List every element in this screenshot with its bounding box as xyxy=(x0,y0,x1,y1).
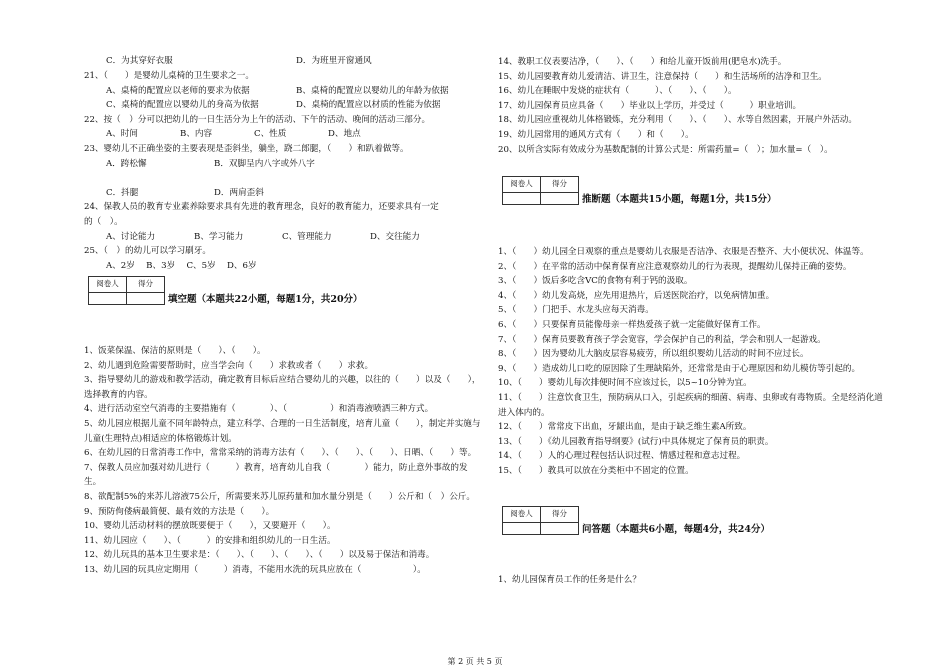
judge-q13: 13、（ ）《幼儿园教育指导纲要》(试行)中具体规定了保育员的职责。 xyxy=(498,436,774,447)
fill-q19: 19、幼儿园常用的通风方式有（ ）和（ ）。 xyxy=(498,129,694,140)
reviewer-cell[interactable] xyxy=(503,522,541,534)
option-d: D．两肩歪斜 xyxy=(214,187,264,198)
option-a: A、桌椅的配置应以老师的要求为依据 xyxy=(106,85,250,96)
fill-q16: 16、幼儿在睡眠中发烧的症状有（ ）、（ ）、（ ）。 xyxy=(498,86,737,97)
option-d: D、桌椅的配置应以材质的性能为依据 xyxy=(296,100,441,111)
score-box xyxy=(88,276,165,305)
option-a: A、讨论能力 xyxy=(106,231,156,242)
fill-q7: 7、保教人员应加强对幼儿进行（ ）教育，培育幼儿自我（ ）能力，防止意外事故的发生。 xyxy=(84,462,468,488)
page-footer: 第 2 页 共 5 页 xyxy=(447,657,503,666)
fill-q14: 14、教职工仪表要洁净，（ ）、（ ）和给儿童开饭前用(肥皂水)洗手。 xyxy=(498,57,787,67)
fill-q13: 13、幼儿园的玩具应定期用（ ）消毒，不能用水洗的玩具应放在（ ）。 xyxy=(84,564,426,575)
judge-q14: 14、（ ）人的心理过程包括认识过程、情感过程和意志过程。 xyxy=(498,451,746,462)
fill-q10: 10、婴幼儿活动材料的摆放既要便于（ ），又要避开（ ）。 xyxy=(84,521,336,532)
judge-q6: 6、（ ）只要保育员能像母亲一样热爱孩子就一定能做好保育工作。 xyxy=(498,319,766,330)
reviewer-label: 阅卷人 xyxy=(503,177,541,193)
judge-questions xyxy=(498,245,884,479)
fill-q1: 1、饭菜保温、保洁的原则是（ ）、（ ）。 xyxy=(84,346,266,356)
option-c: C．为其穿好衣服 xyxy=(106,56,173,66)
reviewer-cell[interactable] xyxy=(89,292,127,304)
option-b: B、学习能力 xyxy=(194,231,244,242)
q21-stem: 21、（ ）是婴幼儿桌椅的卫生要求之一。 xyxy=(84,71,254,81)
fill-questions xyxy=(84,344,482,578)
judge-q7: 7、（ ）保育员要教育孩子学会宽容，学会保护自己的利益，学会和别人一起游戏。 xyxy=(498,334,826,345)
q24-stem-2: 的（ ）。 xyxy=(84,216,123,227)
fill-q11: 11、幼儿园应（ ）、（ ）的安排和组织幼儿的一日生活。 xyxy=(84,535,336,546)
judge-q2: 2、（ ）在平常的活动中保育保育应注意观察幼儿的行为表现，提醒幼儿保持正确的姿势。 xyxy=(498,261,852,272)
judge-q4: 4、（ ）幼儿发高烧，应先用退热片，后送医院治疗，以免病情加重。 xyxy=(498,290,775,301)
option-c: C、管理能力 xyxy=(282,231,332,242)
fill-q17: 17、幼儿园保育员应具备（ ）毕业以上学历，并受过（ ）职业培训。 xyxy=(498,100,802,111)
qa-section-title: 问答题（本题共6小题，每题4分，共24分） xyxy=(582,524,770,535)
judge-q8: 8、（ ）因为婴幼儿大脑皮层容易疲劳，所以组织婴幼儿活动的时间不应过长。 xyxy=(498,349,809,360)
qa-q1: 1、幼儿园保育员工作的任务是什么？ xyxy=(498,575,641,585)
fill-questions-cont xyxy=(498,55,884,157)
fill-q8: 8、欲配制5%的来苏儿溶液75公斤，所需要来苏儿原药量和加水量分别是（ ）公斤和（ ）公斤。 xyxy=(84,491,475,502)
reviewer-cell[interactable] xyxy=(503,192,541,204)
option-d: D、交往能力 xyxy=(370,231,420,242)
q21-options-ab xyxy=(84,84,482,99)
score-label: 得分 xyxy=(541,507,579,523)
judge-q3: 3、（ ）饭后多吃含VC的食物有利于钙的汲取。 xyxy=(498,276,693,287)
option-b: B、内容 xyxy=(180,129,213,140)
option-c: C、性质 xyxy=(254,129,287,140)
score-box xyxy=(502,506,579,535)
judge-q10: 10、（ ）婴幼儿每次排便时间不应该过长，以5~10分钟为宜。 xyxy=(498,378,752,389)
fill-q6: 6、在幼儿园的日常消毒工作中，常常采纳的消毒方法有（ ）、（ ）、（ ）、日晒、（ ）等。 xyxy=(84,448,477,459)
judge-q15: 15、（ ）教具可以放在分类柜中不固定的位置。 xyxy=(498,465,694,476)
fill-section-title: 填空题（本题共22小题，每题1分，共20分） xyxy=(168,294,363,305)
q20-options-cd xyxy=(84,54,372,69)
left-column xyxy=(84,0,482,575)
option-d: D、地点 xyxy=(328,129,361,140)
fill-q15: 15、幼儿园要教育幼儿爱清洁、讲卫生，注意保持（ ）和生活场所的洁净和卫生。 xyxy=(498,71,827,82)
fill-q9: 9、预防佝偻病最简便、最有效的方法是（ ）。 xyxy=(84,506,275,517)
q23-options-cd xyxy=(84,186,482,201)
option-a: A．跨松懈 xyxy=(106,158,147,169)
q24-stem-1: 24、保教人员的教育专业素养除要求具有先进的教育理念，良好的教育能力，还要求具有一定 xyxy=(84,202,439,213)
score-cell[interactable] xyxy=(541,522,579,534)
fill-q3: 3、指导婴幼儿的游戏和教学活动，确定教育目标后应结合婴幼儿的兴趣，以往的（ ）以及（ ），选择教育的内容。 xyxy=(84,375,481,400)
judge-q12: 12、（ ）常常皮下出血，牙龈出血，是由于缺乏维生素A所致。 xyxy=(498,422,752,433)
reviewer-label: 阅卷人 xyxy=(503,507,541,523)
option-c: C．抖腿 xyxy=(106,187,139,198)
judge-section-title: 推断题（本题共15小题，每题1分，共15分） xyxy=(582,194,777,205)
score-label: 得分 xyxy=(127,277,165,293)
option-d: D．为班里开窗通风 xyxy=(296,56,372,66)
fill-q4: 4、进行活动室空气消毒的主要措施有（ ）、（ ）和消毒液喷洒三种方式。 xyxy=(84,404,434,415)
judge-q9: 9、（ ）造成幼儿口吃的原因除了生理缺陷外，还常常是由于心理原因和幼儿模仿等引起的。 xyxy=(498,363,861,374)
qa-questions xyxy=(498,573,884,588)
q21-options-cd xyxy=(84,98,482,113)
option-b: B．双脚呈内八字或外八字 xyxy=(214,158,315,169)
judge-q11: 11、（ ）注意饮食卫生，预防病从口入，引起疾病的细菌、病毒、虫卵或有毒物质。全是经消化道进入体内的。 xyxy=(498,392,883,418)
score-cell[interactable] xyxy=(541,192,579,204)
q24-options xyxy=(84,230,482,245)
fill-q12: 12、幼儿玩具的基本卫生要求是：（ ）、（ ）、（ ）、（ ）以及易于保洁和消毒。 xyxy=(84,550,435,561)
score-label: 得分 xyxy=(541,177,579,193)
judge-q5: 5、（ ）门把手、水龙头应每天消毒。 xyxy=(498,305,654,316)
q25-options: A、2岁 B、3岁 C、5岁 D、6岁 xyxy=(106,260,257,271)
option-c: C、桌椅的配置应以婴幼儿的身高为依据 xyxy=(106,100,259,111)
option-b: B、桌椅的配置应以婴幼儿的年龄为依据 xyxy=(296,85,449,96)
score-box xyxy=(502,176,579,205)
fill-q5: 5、幼儿园应根据儿童不同年龄特点，建立科学、合理的一日生活制度，培育儿童（ ），制定并实施与儿童(生理特点)相适应的体格锻炼计划。 xyxy=(84,418,481,444)
q22-stem: 22、按（ ）分可以把幼儿的一日生活分为上午的活动、下午的活动、晚间的活动三部分。 xyxy=(84,114,431,125)
fill-score-row xyxy=(88,276,165,305)
score-cell[interactable] xyxy=(127,292,165,304)
q23-stem: 23、婴幼儿不正确坐姿的主要表现是歪斜坐，躺坐，跷二郎腿，（ ）和趴着做等。 xyxy=(84,143,409,154)
q22-options xyxy=(84,127,482,142)
qa-score-row xyxy=(502,506,579,535)
fill-q18: 18、幼儿园应重视幼儿体格锻炼，充分利用（ ）、（ ）、水等自然因素，开展户外活动。 xyxy=(498,115,857,126)
reviewer-label: 阅卷人 xyxy=(89,277,127,293)
option-a: A、时间 xyxy=(106,129,138,140)
fill-q2: 2、幼儿遇到危险需要帮助时，应当学会向（ ）求救或者（ ）求救。 xyxy=(84,360,374,371)
fill-q20: 20、以所含实际有效成分为基数配制的计算公式是：所需药量=（ ）；加水量=（ ）。 xyxy=(498,144,833,155)
q23-options-ab xyxy=(84,157,482,172)
judge-q1: 1、（ ）幼儿园全日观察的重点是婴幼儿衣服是否洁净、衣服是否整齐、大小便状况、体温等。 xyxy=(498,247,869,257)
judge-score-row xyxy=(502,176,579,205)
q25-stem: 25、（ ）的幼儿可以学习刷牙。 xyxy=(84,246,211,257)
